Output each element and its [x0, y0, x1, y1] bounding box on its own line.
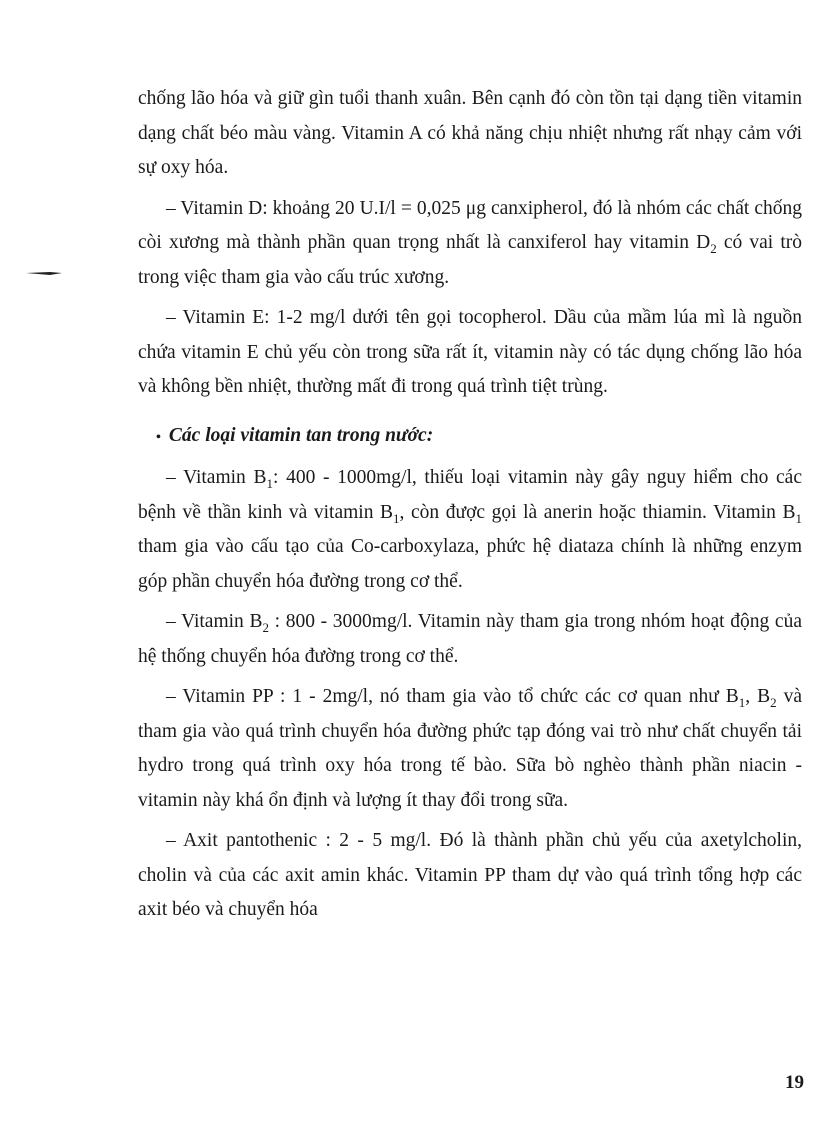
paragraph-vitamin-pp [138, 680, 802, 818]
margin-mark-icon [26, 270, 62, 276]
text-segment: : 800 - 3000mg/l. Vitamin này tham gia trong nhóm hoạt động của hệ thống chuyển hóa đường trong cơ thể. [138, 611, 802, 667]
text-segment: tham gia vào cấu tạo của Co-carboxylaza, phức hệ diataza chính là những enzym góp phần chuyển hóa đường trong cơ thể. [138, 536, 802, 592]
text-segment: – Vitamin B [166, 467, 267, 488]
section-heading-text: Các loại vitamin tan trong nước: [168, 424, 434, 446]
text-segment: , B [745, 686, 771, 707]
paragraph-vitamin-a-continued: chống lão hóa và giữ gìn tuổi thanh xuân. Bên cạnh đó còn tồn tại dạng tiền vitamin dạng chất béo màu vàng. Vitamin A có khả năng chịu nhiệt nhưng rất nhạy cảm với sự oxy hóa. [138, 88, 802, 178]
page-body [138, 82, 802, 928]
text-segment: và tham gia vào quá trình chuyển hóa đường phức tạp đóng vai trò như chất chuyển tải hydro trong quá trình oxy hóa trong tế bào. Sữa bò nghèo thành phần niacin - vitamin này khá ổn định và lượng ít thay đổi trong sữa. [138, 686, 802, 811]
page-number: 19 [785, 1072, 804, 1093]
paragraph-vitamin-d [138, 192, 802, 296]
subscript: 1 [393, 510, 400, 526]
text-segment: , còn được gọi là anerin hoặc thiamin. Vitamin B [399, 501, 796, 523]
paragraph-vitamin-b2 [138, 605, 802, 674]
text-segment: – Vitamin B [166, 611, 263, 632]
subscript: 2 [262, 619, 269, 635]
paragraph-pantothenic-acid: – Axit pantothenic : 2 - 5 mg/l. Đó là thành phần chủ yếu của axetylcholin, cholin và của các axit amin khác. Vitamin PP tham dự vào quá trình tổng hợp các axit béo và chuyển hóa [138, 830, 802, 920]
text-segment: – Vitamin D: khoảng 20 U.I/l = 0,025 μg canxipherol, đó là nhóm các chất chống còi xương mà thành phần quan trọng nhất là canxiferol hay vitamin D [138, 197, 802, 253]
paragraph-vitamin-e: – Vitamin E: 1-2 mg/l dưới tên gọi tocopherol. Dầu của mầm lúa mì là nguồn chứa vitamin E chủ yếu còn trong sữa rất ít, vitamin này có tác dụng chống lão hóa và không bền nhiệt, thường mất đi trong quá trình tiệt trùng. [138, 307, 802, 397]
text-segment: : 400 - 1000mg/l, thiếu loại vitamin này gây nguy hiểm cho các bệnh về thần kinh và vitamin B [138, 467, 802, 523]
paragraph-vitamin-b1 [138, 461, 802, 599]
bullet-icon: • [156, 429, 161, 445]
subscript: 1 [738, 694, 746, 710]
text-segment: – Vitamin PP : 1 - 2mg/l, nó tham gia vào tổ chức các cơ quan như B [166, 686, 739, 707]
text-segment: có vai trò trong việc tham gia vào cấu trúc xương. [138, 232, 802, 288]
subscript: 1 [266, 475, 273, 491]
subscript: 2 [710, 240, 717, 256]
subscript: 2 [770, 694, 777, 710]
subscript: 1 [795, 510, 802, 526]
section-heading [138, 419, 802, 456]
